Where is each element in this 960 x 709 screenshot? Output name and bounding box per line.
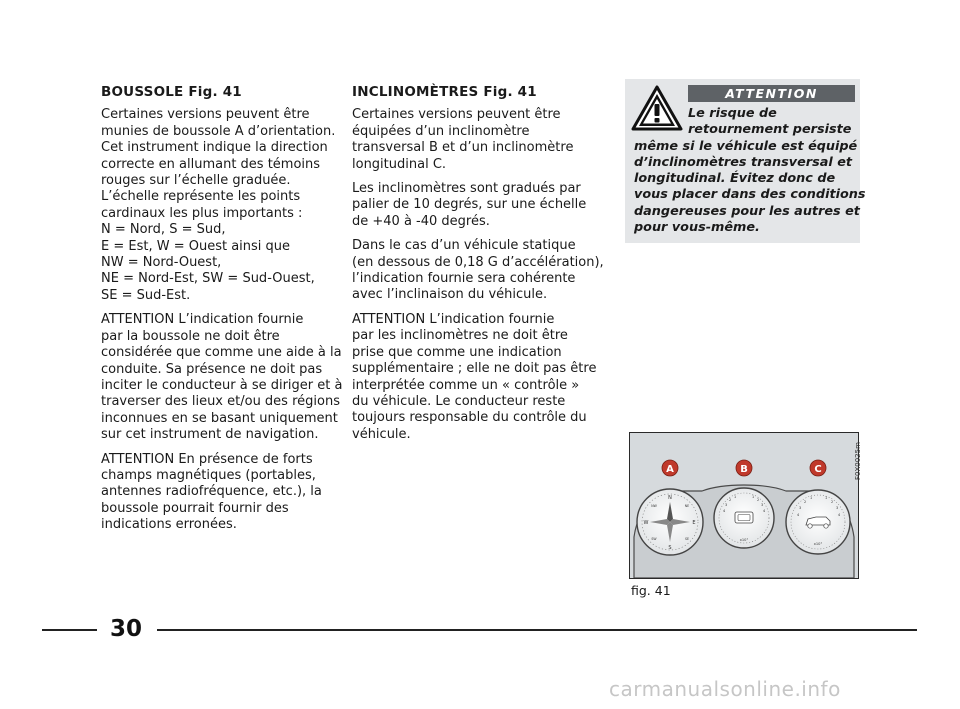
gauge-c-tick: 1 (810, 496, 813, 500)
attention-box (625, 79, 866, 243)
text-line: (en dessous de 0,18 G d’accélération), (352, 254, 604, 270)
inclinometer-paragraph-1 (352, 107, 602, 173)
compass-heading: BOUSSOLE Fig. 41 (101, 84, 242, 100)
text-line: équipées d’un inclinomètre (352, 123, 530, 139)
page-number: 30 (109, 616, 142, 642)
compass-section (101, 84, 341, 542)
text-line: NW = Nord-Ouest, (101, 255, 222, 271)
gauge-b-tick: 3 (761, 503, 764, 507)
inclinometer-warning-paragraph (352, 312, 602, 443)
longitudinal-inclinometer-dial (786, 490, 850, 554)
gauge-c-tick: 1 (825, 496, 828, 500)
text-line: Les inclinomètres sont gradués par (352, 181, 581, 197)
text-line: l’indication fournie sera cohérente (352, 271, 576, 287)
text-line: véhicule. (352, 426, 411, 442)
compass-east: E (692, 520, 696, 526)
gauge-b-tick: 4 (723, 509, 726, 513)
gauge-c-tick: 4 (838, 513, 841, 517)
figure-caption: fig. 41 (631, 583, 671, 598)
footer-rule-left (42, 629, 97, 631)
marker-b (736, 460, 752, 476)
text-line: Dans le cas d’un véhicule statique (352, 238, 576, 254)
gauge-b-unit: x10° (739, 538, 749, 542)
gauge-b-tick: 2 (729, 498, 732, 502)
text-line: L’échelle représente les points (101, 189, 301, 205)
compass-paragraph-1 (101, 107, 341, 304)
text-line: supplémentaire ; elle ne doit pas être (352, 361, 597, 377)
attention-line: pour vous-même. (634, 220, 760, 236)
inclinometer-paragraph-2 (352, 181, 602, 230)
text-line: ATTENTION L’indication fournie (352, 311, 555, 327)
compass-warning-paragraph-2 (101, 452, 341, 534)
inclinometer-heading: INCLINOMÈTRES Fig. 41 (352, 84, 537, 100)
marker-a-label: A (666, 464, 674, 475)
text-line: de +40 à -40 degrés. (352, 213, 490, 229)
attention-line: retournement persiste (688, 122, 852, 138)
attention-line: d’inclinomètres transversal et (634, 154, 852, 170)
text-line: cardinaux les plus importants : (101, 205, 303, 221)
watermark: carmanualsonline.info (609, 677, 841, 701)
inclinometer-paragraph-3 (352, 238, 602, 304)
compass-warning-paragraph-1 (101, 312, 341, 443)
compass-southeast: SE (684, 537, 690, 541)
text-line: ATTENTION L’indication fournie (101, 312, 304, 328)
gauge-b-tick: 1 (734, 495, 737, 499)
attention-line: vous placer dans des conditions (634, 187, 866, 203)
gauge-b-tick: 4 (763, 509, 766, 513)
text-line: munies de boussole A d’orientation. (101, 123, 336, 139)
compass-north: N (668, 495, 672, 501)
attention-text (634, 106, 866, 236)
text-line: prise que comme une indication (352, 344, 562, 360)
gauge-b-tick: 2 (757, 498, 760, 502)
figure-41 (629, 432, 859, 579)
marker-c-label: C (814, 464, 822, 475)
text-line: Certaines versions peuvent être (101, 107, 310, 123)
compass-northwest: NW (651, 504, 657, 508)
compass-south: S (668, 545, 672, 551)
marker-b-label: B (740, 464, 748, 475)
attention-label: ATTENTION (688, 85, 855, 102)
attention-line: dangereuses pour les autres et (634, 203, 860, 219)
gauge-c-tick: 4 (797, 513, 800, 517)
text-line: conduite. Sa présence ne doit pas (101, 361, 323, 377)
figure-code: F0X0025m (854, 442, 862, 480)
gauge-c-tick: 2 (831, 500, 834, 504)
text-line: antennes radiofréquence, etc.), la (101, 484, 322, 500)
attention-line: Le risque de (688, 106, 777, 121)
marker-c (810, 460, 826, 476)
text-line: rouges sur l’échelle graduée. (101, 173, 291, 189)
compass-dial (637, 489, 703, 555)
text-line: NE = Nord-Est, SW = Sud-Ouest, (101, 271, 315, 287)
text-line: avec l’inclinaison du véhicule. (352, 287, 548, 303)
compass-west: W (643, 520, 649, 526)
compass-northeast: NE (684, 504, 690, 508)
text-line: Cet instrument indique la direction (101, 140, 328, 156)
gauge-c-tick: 2 (804, 500, 807, 504)
instrument-cluster-illustration (630, 433, 858, 578)
text-line: interprétée comme un « contrôle » (352, 377, 580, 393)
gauge-c-tick: 3 (799, 506, 802, 510)
text-line: toujours responsable du contrôle du (352, 410, 587, 426)
text-line: traverser des lieux et/ou des régions (101, 394, 340, 410)
text-line: par les inclinomètres ne doit être (352, 328, 568, 344)
attention-line: même si le véhicule est équipé (634, 138, 858, 154)
gauge-b-tick: 1 (752, 495, 755, 499)
text-line: Certaines versions peuvent être (352, 107, 561, 123)
text-line: champs magnétiques (portables, (101, 467, 316, 483)
attention-line: longitudinal. Évitez donc de (634, 171, 836, 187)
text-line: inciter le conducteur à se diriger et à (101, 377, 343, 393)
inclinometer-section (352, 84, 602, 451)
footer-rule-right (157, 629, 917, 631)
transverse-inclinometer-dial (714, 488, 774, 548)
text-line: boussole pourrait fournir des (101, 500, 289, 516)
text-line: SE = Sud-Est. (101, 287, 191, 303)
text-line: du véhicule. Le conducteur reste (352, 393, 566, 409)
compass-southwest: SW (651, 537, 657, 541)
text-line: N = Nord, S = Sud, (101, 222, 226, 238)
text-line: palier de 10 degrés, sur une échelle (352, 197, 587, 213)
text-line: correcte en allumant des témoins (101, 156, 321, 172)
marker-a (662, 460, 678, 476)
text-line: indications erronées. (101, 517, 237, 533)
text-line: longitudinal C. (352, 156, 447, 172)
text-line: sur cet instrument de navigation. (101, 427, 319, 443)
gauge-b-tick: 3 (725, 503, 728, 507)
text-line: inconnues en se basant uniquement (101, 410, 338, 426)
text-line: E = Est, W = Ouest ainsi que (101, 238, 291, 254)
text-line: ATTENTION En présence de forts (101, 451, 313, 467)
text-line: considérée que comme une aide à la (101, 345, 342, 361)
gauge-c-unit: x10° (813, 542, 823, 546)
gauge-c-tick: 3 (836, 506, 839, 510)
text-line: par la boussole ne doit être (101, 328, 280, 344)
text-line: transversal B et d’un inclinomètre (352, 140, 574, 156)
